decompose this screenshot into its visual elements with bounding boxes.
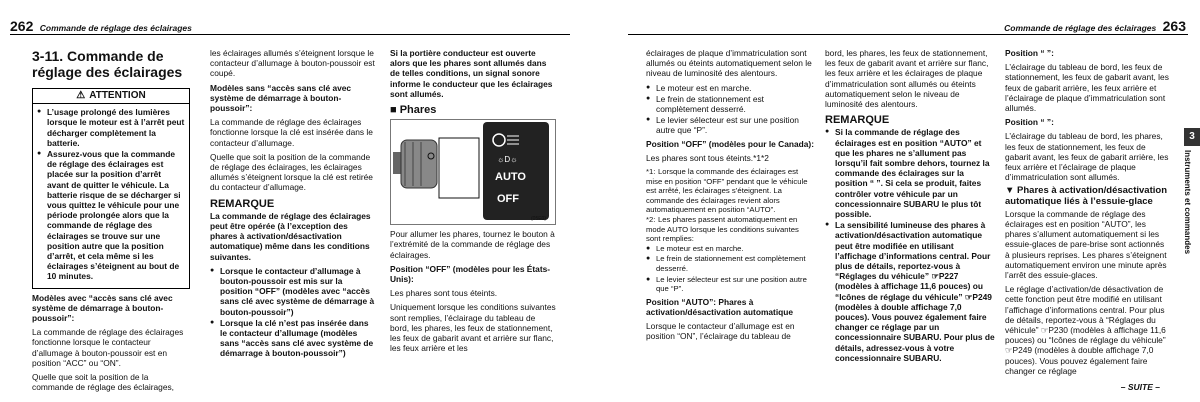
right-col-1: [646, 48, 814, 346]
paragraph: Lorsque le contacteur d’allumage est en position “ON”, l’éclairage du tableau de: [646, 321, 795, 342]
section-title: 3-11. Commande de réglage des éclairages: [32, 48, 183, 80]
footnote-item: ● Le moteur est en marche.: [646, 244, 814, 254]
right-header-rule: [628, 34, 1188, 35]
paragraph: L’éclairage du tableau de bord, les feux de stationnement, les feux de gabarit avant, les feux de gabarit arrière, les feux arrière et l’éclairage de plaque d’immatriculation sont allumés.: [1005, 62, 1169, 114]
models-heading: Modèles avec “accès sans clé avec système de démarrage à bouton-poussoir”:: [32, 292, 173, 324]
paragraph: La commande de réglage des éclairages fonctionne lorsque le contacteur d’allumage à bouton-poussoir est en position “ACC” ou “ON”.: [32, 327, 184, 368]
footnote-2: *2: Les phares passent automatiquement en mode AUTO lorsque les conditions suivantes sont remplies:: [646, 215, 799, 244]
position-heading: Position “ ”:: [1005, 48, 1054, 58]
attention-item: ● Assurez-vous que la commande de réglage des éclairages est placée sur la position d’arrêt avant de quitter le véhicule. La batterie risque de se décharger si vous quittez le véhicule pour une période prolongée alors que la commande de réglage des éclairages se trouve sur une position autre que la position d’arrêt, et cela même si les éclairages s’éteignent au bout de 10 minutes.: [37, 149, 185, 282]
left-page: [0, 0, 590, 402]
left-col-1: [32, 48, 190, 396]
paragraph: Quelle que soit la position de la commande de réglage des éclairages, les éclairages allumés s’éteignent lorsque la clé est retirée du contacteur d’allumage.: [210, 151, 373, 193]
side-light-icon: ☼D☼: [497, 155, 518, 165]
paragraph: Les phares sont tous éteints.: [390, 288, 498, 299]
subsection-heading: ▼ Phares à activation/désactivation automatique liés à l’essuie-glace: [1005, 185, 1167, 207]
left-page-number: 262: [10, 18, 34, 34]
condition-item: ● Le frein de stationnement est complètement desserré.: [646, 94, 814, 114]
paragraph: bord, les phares, les feux de stationnement, les feux de gabarit avant et arrière sur flanc, les feux arrière et les éclairages de plaque d’immatriculation sont allumés ou éteints automatiquement selon le niveau de luminosité des alentours.: [825, 48, 989, 110]
phares-heading: [390, 105, 556, 115]
paragraph: La commande de réglage des éclairages fonctionne lorsque la clé est insérée dans le contacteur d’allumage.: [210, 117, 373, 148]
right-page-number: 263: [1162, 18, 1186, 34]
figure-code: (05E0): [531, 216, 547, 223]
position-heading: Position “OFF” (modèles pour les États-Unis):: [390, 263, 551, 285]
phares-title: Phares: [399, 104, 437, 117]
position-heading: Position “AUTO”: Phares à activation/désactivation automatique: [646, 296, 794, 317]
off-label: OFF: [497, 193, 519, 206]
attention-body: [33, 104, 189, 287]
condition-item: ● Le moteur est en marche.: [646, 83, 814, 93]
footnote-1: *1: Lorsque la commande des éclairages est mise en position “OFF” pendant que le véhicule est arrêté, les éclairages s’éteignent. La commande des éclairages revient alors automatiquement en position “AUTO”.: [646, 167, 808, 215]
paragraph: éclairages de plaque d’immatriculation sont allumés ou éteints automatiquement selon le niveau de luminosité des alentours.: [646, 48, 812, 79]
auto-label: AUTO: [495, 171, 526, 184]
right-col-2: [825, 48, 995, 366]
switch-knob: [401, 140, 437, 188]
left-header-title: Commande de réglage des éclairages: [39, 23, 192, 33]
chapter-tab: 3: [1184, 128, 1200, 146]
left-page-header: [10, 18, 192, 34]
chapter-side-label: [1183, 150, 1198, 280]
paragraph: Quelle que soit la position de la commande de réglage des éclairages,: [32, 372, 174, 393]
right-col-3: [1005, 48, 1171, 380]
light-switch-illustration: [391, 120, 555, 224]
suite-label: – SUITE –: [1120, 382, 1160, 392]
models-heading: Modèles sans “accès sans clé avec système de démarrage à bouton-poussoir”:: [210, 82, 352, 114]
chapter-side-text: Instruments et commandes: [1183, 150, 1192, 255]
footnote-item: ● Le frein de stationnement est complètement desserré.: [646, 254, 814, 273]
left-col-2: [210, 48, 376, 362]
remark-heading: REMARQUE: [825, 114, 890, 127]
position-heading: Position “OFF” (modèles pour le Canada):: [646, 138, 814, 149]
right-header-title: Commande de réglage des éclairages: [1004, 23, 1157, 33]
remark-item: ● La sensibilité lumineuse des phares à activation/désactivation automatique peut être modifiée en utilisant l’affichage d’informations central. Pour plus de détails, reportez-vous à “Réglages du véhicule” ☞P227 (modèles à affichage 11,6 pouces) ou “Icônes de réglage du véhicule” ☞P249 (modèles à double affichage 7,0 pouces). Vous pouvez également faire changer ce réglage par un concessionnaire SUBARU. Pour plus de détails, adressez-vous à votre concessionnaire SUBARU.: [825, 220, 995, 363]
square-bullet-icon: ■: [390, 104, 397, 117]
paragraph: les éclairages allumés s’éteignent lorsque le contacteur d’allumage à bouton-poussoir est coupé.: [210, 48, 375, 79]
light-switch-diagram: [390, 119, 556, 225]
attention-item: ● L’usage prolongé des lumières lorsque le moteur est à l’arrêt peut décharger complètement la batterie.: [37, 107, 185, 148]
right-page-header: [1004, 18, 1190, 34]
remark-item: ● Lorsque la clé n’est pas insérée dans le contacteur d’allumage (modèles sans “accès sans clé avec système de démarrage à bouton-poussoir”): [210, 318, 376, 359]
left-header-rule: [10, 34, 570, 35]
remark-text: La commande de réglage des éclairages peut être opérée (à l’exception des phares à activation/désactivation automatique) même dans les conditions suivantes.: [210, 210, 371, 262]
footnote-item: ● Le levier sélecteur est sur une position autre que “P”.: [646, 275, 814, 294]
paragraph: L’éclairage du tableau de bord, les phares, les feux de stationnement, les feux de gabarit avant, les feux de gabarit arrière, les feux arrière et l’éclairage de plaque d’immatriculation sont allumés.: [1005, 131, 1169, 183]
position-heading: Position “ ”:: [1005, 117, 1054, 128]
paragraph: Uniquement lorsque les conditions suivantes sont remplies, l’éclairage du tableau de bord, les phares, les feux de stationnement, les feux de gabarit avant et arrière sur flanc, les feux arrière et les: [390, 302, 556, 354]
paragraph: Les phares sont tous éteints.*1*2: [646, 152, 769, 163]
condition-item: ● Le levier sélecteur est sur une position autre que “P”.: [646, 115, 814, 135]
warning-paragraph: Si la portière conducteur est ouverte alors que les phares sont allumés dans de telles conditions, un signal sonore informe le conducteur que les éclairages sont allumés.: [390, 48, 553, 99]
attention-header: [33, 89, 189, 104]
paragraph: Lorsque la commande de réglage des éclairages est en position “AUTO”, les phares s’allument automatiquement si les essuie-glaces de pare-brise sont actionnés à plusieurs reprises. Les phares s’éteignent automatiquement environ une minute après l’arrêt des essuie-glaces.: [1005, 208, 1167, 281]
left-col-3: [390, 48, 556, 357]
attention-label: ATTENTION: [89, 90, 146, 101]
remark-item: ● Si la commande de réglage des éclairages est en position “AUTO” et que les phares ne s’allument pas lorsqu’il fait sombre dehors, tournez la commande des éclairages sur la position “ ”. Si cela se produit, faites contrôler votre véhicule par un concessionnaire SUBARU le plus tôt possible.: [825, 127, 995, 219]
warning-triangle-icon: ⚠: [76, 90, 86, 101]
triangle-bullet-icon: ▼: [1005, 185, 1015, 197]
remark-item: ● Lorsque le contacteur d’allumage à bouton-poussoir est mis sur la position “OFF” (modèles avec “accès sans clé avec système de démarrage à bouton-poussoir”): [210, 266, 376, 317]
paragraph: Pour allumer les phares, tournez le bouton à l’extrémité de la commande de réglage des éclairages.: [390, 229, 555, 260]
paragraph: Le réglage d’activation/de désactivation de cette fonction peut être modifié en utilisant l’affichage d’informations central. Pour plus de détails, reportez-vous à “Réglages du véhicule” ☞P230 (modèles à affichage 11,6 pouces) ou “Icônes de réglage du véhicule” ☞P249 (modèles à double affichage 7,0 pouces). Vous pouvez également faire changer ce réglage: [1005, 284, 1166, 376]
attention-box: [32, 88, 190, 289]
remark-heading: REMARQUE: [210, 197, 275, 210]
right-page: [618, 0, 1200, 402]
